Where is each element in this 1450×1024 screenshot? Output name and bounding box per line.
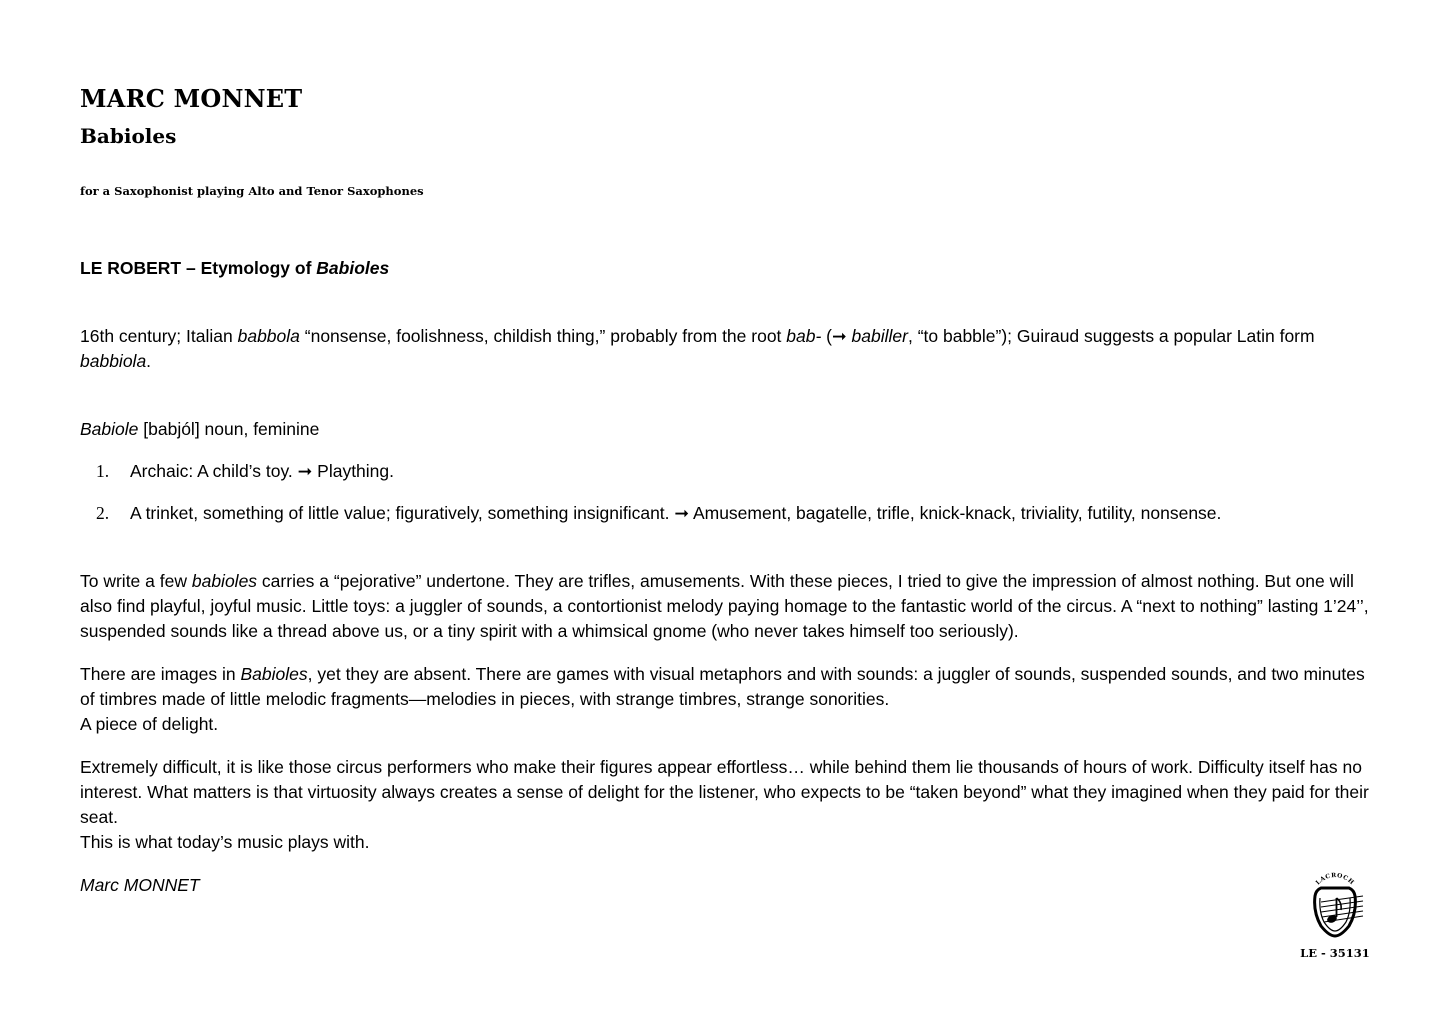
etymology-term: bab-: [786, 326, 822, 346]
section-heading-text: LE ROBERT – Etymology of: [80, 258, 317, 278]
composer-notes: [80, 569, 1370, 916]
definition-text: A trinket, something of little value; figuratively, something insignificant. ➞ Amusement, bagatelle, trifle, knick-knack, triviality, futility, nonsense.: [130, 503, 1222, 523]
publisher-logo-text: LACROCH: [1314, 872, 1356, 887]
etymology-paragraph: [80, 324, 1360, 374]
score-preface-page: [80, 0, 1370, 1024]
notes-paragraph: [80, 662, 1370, 737]
etymology-text: .: [146, 351, 152, 371]
etymology-term: babiller: [851, 326, 908, 346]
definition-number: 2.: [96, 503, 110, 523]
etymology-text: , “to babble”); Guiraud suggests a popular Latin form: [907, 326, 1315, 346]
etymology-term: babbola: [237, 326, 300, 346]
etymology-text: “nonsense, foolishness, childish thing,” probably from the root: [299, 326, 787, 346]
headword: Babiole: [80, 419, 139, 439]
definition-item: [80, 459, 1370, 501]
notes-paragraph: [80, 755, 1370, 855]
section-heading-word: Babioles: [316, 258, 390, 278]
notes-text: carries a “pejorative” undertone. They are trifles, amusements. With these pieces, I tried to give the impression of almost nothing. But one will also find playful, joyful music. Little toys: a juggler of sounds, a contortionist melody paying homage to the fantastic world of the circus. A “next to nothing” lasting 1’24’’, suspended sounds like a thread above us, or a tiny spirit with a whimsical gnome (who never takes himself too seriously).: [80, 571, 1369, 641]
notes-text: There are images in: [80, 664, 241, 684]
section-heading: [80, 258, 389, 279]
notes-text: A piece of delight.: [80, 714, 219, 734]
notes-paragraph: [80, 569, 1370, 644]
definition-item: [80, 501, 1370, 543]
publisher-logo-icon: [1305, 868, 1365, 940]
signature: Marc MONNET: [80, 875, 200, 895]
etymology-text: 16th century; Italian: [80, 326, 238, 346]
headword-grammar: [babjól] noun, feminine: [138, 419, 320, 439]
notes-term: Babioles: [240, 664, 308, 684]
composer-name: MARC MONNET: [80, 84, 303, 113]
dictionary-entry-headword: [80, 417, 319, 442]
catalog-number: LE - 35131: [1300, 946, 1370, 960]
notes-text: To write a few: [80, 571, 192, 591]
notes-text: This is what today’s music plays with.: [80, 832, 370, 852]
definitions-list: [80, 459, 1370, 543]
publisher-mark: [1300, 868, 1370, 960]
etymology-text: (➞: [821, 326, 852, 346]
definition-text: Archaic: A child’s toy. ➞ Plaything.: [130, 461, 395, 481]
definition-number: 1.: [96, 461, 110, 481]
notes-text: Extremely difficult, it is like those circus performers who make their figures appear effortless… while behind them lie thousands of hours of work. Difficulty itself has no interest. What matters is that virtuosity always creates a sense of delight for the listener, who expects to be “taken beyond” what they imagined when they paid for their seat.: [80, 757, 1369, 827]
work-title: Babioles: [80, 124, 177, 148]
etymology-term: babbiola: [80, 351, 147, 371]
svg-text:LACROCH: [1314, 872, 1355, 886]
notes-term: babioles: [191, 571, 258, 591]
instrumentation: for a Saxophonist playing Alto and Tenor Saxophones: [80, 184, 424, 198]
notes-text: , yet they are absent. There are games with visual metaphors and with sounds: a juggler of sounds, suspended sounds, and two minutes of timbres made of little melodic fragments—melodies in pieces, with strange timbres, strange sonorities.: [80, 664, 1365, 709]
